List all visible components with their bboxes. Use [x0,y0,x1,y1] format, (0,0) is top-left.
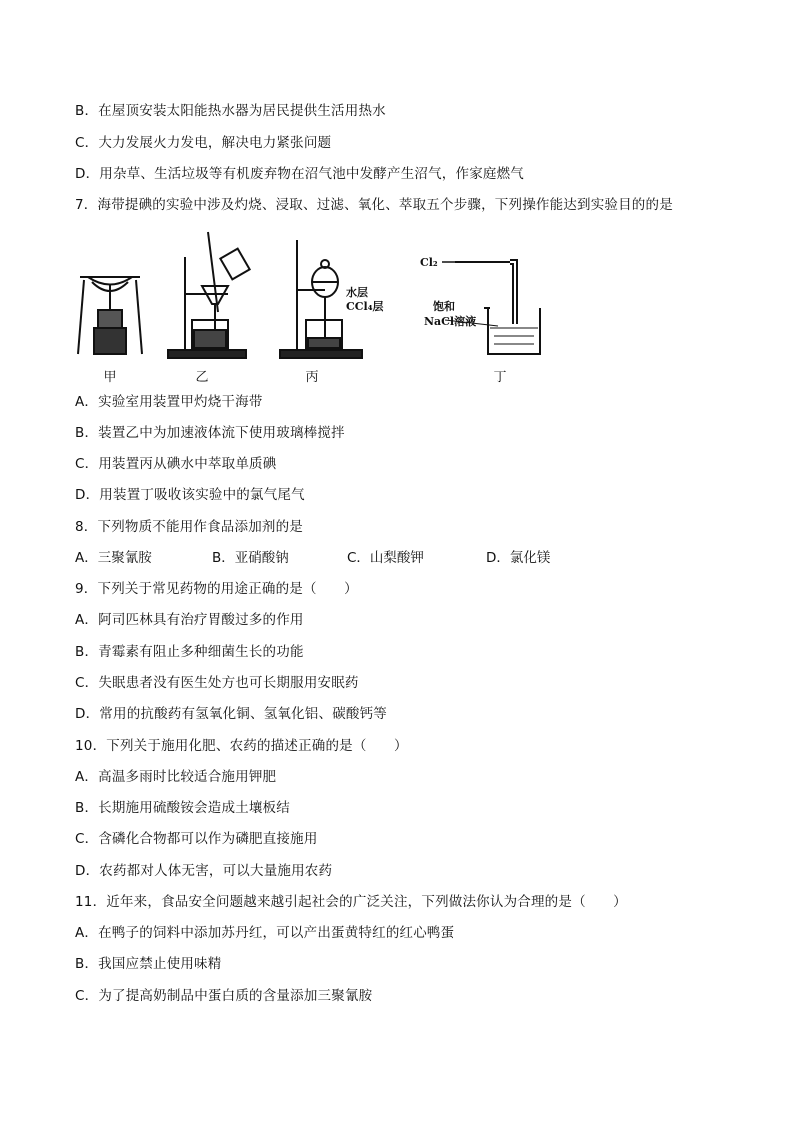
caption-jia: 甲 [103,370,117,385]
caption-yi: 乙 [195,370,209,385]
question-11: 11．近年来，食品安全问题越来越引起社会的广泛关注，下列做法你认为合理的是（ ） [75,894,627,910]
q9-option-a: A．阿司匹林具有治疗胃酸过多的作用 [75,612,304,628]
apparatus-figure [70,222,550,385]
question-10: 10．下列关于施用化肥、农药的描述正确的是（ ） [75,738,408,754]
question-8: 8．下列物质不能用作食品添加剂的是 [75,519,303,535]
q10-option-c: C．含磷化合物都可以作为磷肥直接施用 [75,831,318,847]
caption-ding: 丁 [493,370,507,385]
q9-option-d: D．常用的抗酸药有氢氧化铜、氢氧化铝、碳酸钙等 [75,706,387,722]
q7-option-d: D．用装置丁吸收该实验中的氯气尾气 [75,487,305,503]
question-9: 9．下列关于常见药物的用途正确的是（ ） [75,581,358,597]
line-b-solar: B．在屋顶安装太阳能热水器为居民提供生活用热水 [75,103,386,119]
q8-option-c: C．山梨酸钾 [347,550,424,566]
water-layer-label: 水层 [346,286,368,299]
nacl-solution-label: NaCl溶液 [424,315,477,328]
saturated-label: 饱和 [433,300,455,313]
q8-option-a: A．三聚氰胺 [75,550,152,566]
q11-option-a: A．在鸭子的饲料中添加苏丹红，可以产出蛋黄特红的红心鸭蛋 [75,925,455,941]
q10-option-d: D．农药都对人体无害，可以大量施用农药 [75,863,333,879]
q8-option-d: D．氯化镁 [486,550,551,566]
q9-option-b: B．青霉素有阻止多种细菌生长的功能 [75,644,304,660]
apparatus-drawing [70,222,550,382]
q7-option-b: B．装置乙中为加速液体流下使用玻璃棒搅拌 [75,425,345,441]
cl2-label: Cl₂ [420,256,438,269]
line-c-thermal: C．大力发展火力发电，解决电力紧张问题 [75,135,332,151]
caption-bing: 丙 [305,370,319,385]
q8-option-b: B．亚硝酸钠 [212,550,289,566]
q10-option-b: B．长期施用硫酸铵会造成土壤板结 [75,800,290,816]
line-d-biogas: D．用杂草、生活垃圾等有机废弃物在沼气池中发酵产生沼气，作家庭燃气 [75,166,524,182]
q10-option-a: A．高温多雨时比较适合施用钾肥 [75,769,277,785]
q11-option-b: B．我国应禁止使用味精 [75,956,222,972]
ccl4-layer-label: CCl₄层 [346,300,384,313]
q9-option-c: C．失眠患者没有医生处方也可长期服用安眠药 [75,675,359,691]
q7-option-c: C．用装置丙从碘水中萃取单质碘 [75,456,277,472]
q11-option-c: C．为了提高奶制品中蛋白质的含量添加三聚氰胺 [75,988,373,1004]
question-7: 7．海带提碘的实验中涉及灼烧、浸取、过滤、氧化、萃取五个步骤，下列操作能达到实验目的的是 [75,197,673,213]
q7-option-a: A．实验室用装置甲灼烧干海带 [75,394,263,410]
